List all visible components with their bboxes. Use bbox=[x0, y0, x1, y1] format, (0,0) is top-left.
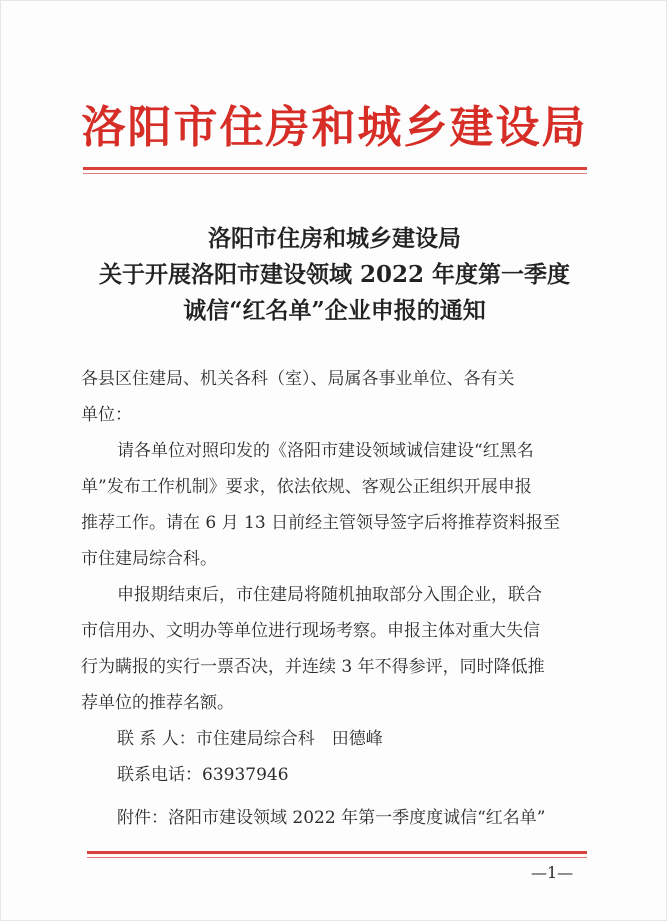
contact-phone: 联系电话：63937946 bbox=[117, 765, 289, 785]
paragraph-2 bbox=[81, 577, 601, 721]
agency-header-title: 洛阳市住房和城乡建设局 bbox=[81, 102, 588, 153]
paragraph-line: 市信用办、文明办等单位进行现场考察。申报主体对重大失信 bbox=[81, 621, 540, 641]
page-number: —1— bbox=[531, 863, 574, 882]
header-red-rule-thin bbox=[83, 173, 587, 174]
header-red-rule bbox=[83, 167, 587, 170]
footer-red-rule bbox=[87, 851, 587, 854]
paragraph-line: 申报期结束后，市住建局将随机抽取部分入围企业，联合 bbox=[117, 585, 542, 605]
addressee-line: 单位： bbox=[81, 405, 132, 425]
contact-info bbox=[81, 721, 601, 793]
title-line-2: 关于开展洛阳市建设领域 2022 年度第一季度 bbox=[98, 261, 571, 288]
paragraph-line: 行为瞒报的实行一票否决，并连续 3 年不得参评，同时降低推 bbox=[81, 657, 545, 677]
addressee bbox=[81, 361, 601, 433]
document-body bbox=[81, 361, 601, 793]
paragraph-line: 单”发布工作机制》要求，依法依规、客观公正组织开展申报 bbox=[81, 477, 532, 497]
document-title bbox=[1, 221, 667, 329]
contact-person: 联 系 人：市住建局综合科 田德峰 bbox=[117, 729, 383, 749]
paragraph-line: 推荐工作。请在 6 月 13 日前经主管领导签字后将推荐资料报至 bbox=[81, 513, 561, 533]
attachment-note: 附件：洛阳市建设领域 2022 年第一季度度诚信“红名单” bbox=[117, 808, 546, 828]
paragraph-1 bbox=[81, 433, 601, 577]
footer-red-rule-thin bbox=[87, 857, 587, 858]
title-line-3: 诚信“红名单”企业申报的通知 bbox=[183, 297, 486, 324]
title-line-1: 洛阳市住房和城乡建设局 bbox=[208, 225, 461, 252]
paragraph-line: 请各单位对照印发的《洛阳市建设领域诚信建设“红黑名 bbox=[117, 441, 534, 461]
paragraph-line: 市住建局综合科。 bbox=[81, 549, 217, 569]
addressee-line: 各县区住建局、机关各科（室）、局属各事业单位、各有关 bbox=[81, 369, 515, 389]
paragraph-line: 荐单位的推荐名额。 bbox=[81, 693, 234, 713]
